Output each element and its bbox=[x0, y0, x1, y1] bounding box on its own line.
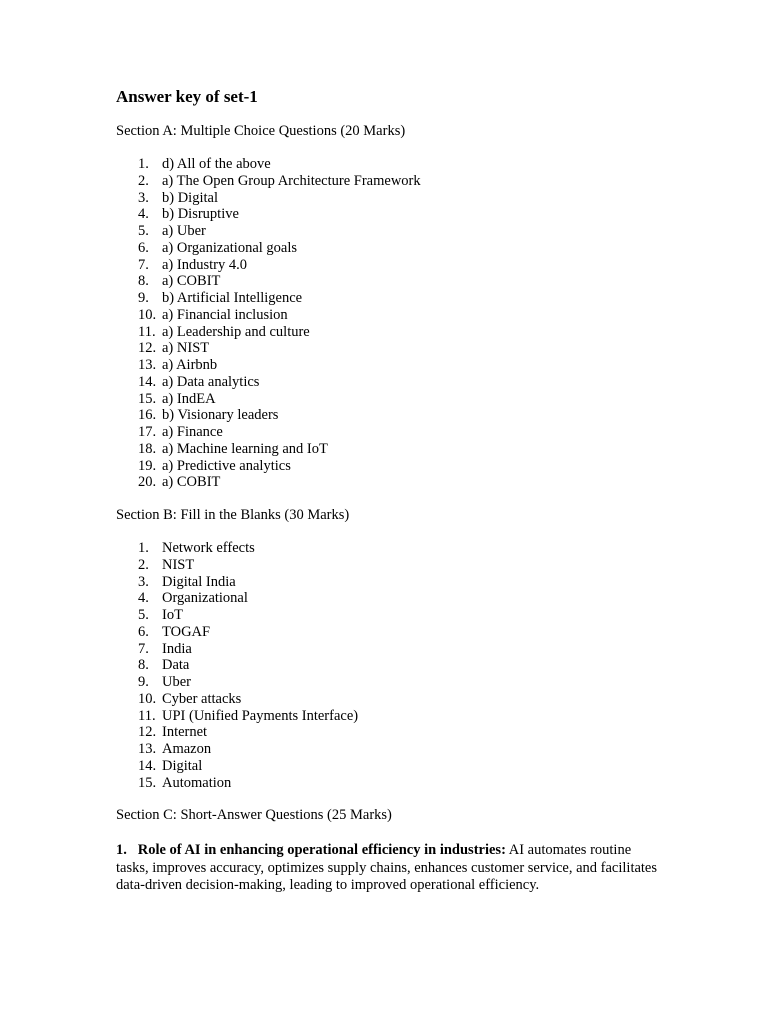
answer-item bbox=[116, 657, 666, 674]
answer-text: d) All of the above bbox=[162, 156, 271, 172]
answer-number: 9. bbox=[138, 290, 149, 306]
answer-number: 12. bbox=[138, 340, 157, 357]
answer-item bbox=[116, 156, 666, 173]
answer-number: 12. bbox=[138, 724, 157, 741]
answer-item bbox=[116, 607, 666, 624]
answer-item bbox=[116, 474, 666, 491]
answer-number: 10. bbox=[138, 306, 157, 323]
answer-text: Organizational bbox=[162, 590, 248, 607]
answer-text: TOGAF bbox=[162, 623, 211, 640]
answer-number: 4. bbox=[138, 590, 149, 607]
answer-number: 14. bbox=[138, 757, 157, 774]
answer-text: a) NIST bbox=[162, 340, 210, 357]
answer-item bbox=[116, 724, 666, 741]
answer-item bbox=[116, 173, 666, 190]
answer-item bbox=[116, 674, 666, 691]
answer-text: a) COBIT bbox=[162, 273, 221, 290]
answer-item bbox=[116, 223, 666, 240]
answer-item bbox=[116, 758, 666, 775]
answer-text: Cyber attacks bbox=[162, 690, 242, 707]
answer-text: Amazon bbox=[162, 741, 212, 757]
answer-text: Digital bbox=[162, 757, 203, 774]
answer-number: 13. bbox=[138, 357, 157, 373]
section-c-heading: Section C: Short-Answer Questions (25 Marks) bbox=[116, 807, 392, 824]
answer-text: a) Industry 4.0 bbox=[162, 256, 247, 273]
answer-item bbox=[116, 574, 666, 591]
answer-number: 9. bbox=[138, 674, 149, 690]
question-number: 1. bbox=[116, 842, 127, 859]
answer-text: Data bbox=[162, 657, 190, 674]
answer-number: 8. bbox=[138, 657, 149, 674]
answer-item bbox=[116, 775, 666, 792]
answer-text: Internet bbox=[162, 724, 208, 741]
answer-number: 1. bbox=[138, 540, 149, 556]
answer-number: 2. bbox=[138, 172, 149, 189]
section-a-answer-list bbox=[116, 156, 666, 491]
answer-item bbox=[116, 324, 666, 341]
answer-item bbox=[116, 407, 666, 424]
answer-item bbox=[116, 691, 666, 708]
short-answer-question bbox=[116, 842, 666, 895]
document-page bbox=[116, 86, 666, 895]
answer-text: a) Financial inclusion bbox=[162, 306, 288, 323]
answer-number: 13. bbox=[138, 741, 157, 757]
answer-text: a) Uber bbox=[162, 223, 206, 239]
answer-text: Digital India bbox=[162, 573, 236, 590]
answer-number: 3. bbox=[138, 573, 149, 590]
answer-item bbox=[116, 441, 666, 458]
section-b-answer-list bbox=[116, 540, 666, 791]
answer-item bbox=[116, 424, 666, 441]
answer-text: a) Finance bbox=[162, 424, 223, 440]
section-b-heading: Section B: Fill in the Blanks (30 Marks) bbox=[116, 507, 350, 523]
answer-text: a) Organizational goals bbox=[162, 239, 298, 256]
answer-number: 10. bbox=[138, 690, 157, 707]
answer-number: 11. bbox=[138, 707, 156, 724]
answer-number: 8. bbox=[138, 273, 149, 290]
answer-item bbox=[116, 357, 666, 374]
answer-number: 1. bbox=[138, 156, 149, 172]
answer-item bbox=[116, 290, 666, 307]
section-a-heading: Section A: Multiple Choice Questions (20 Marks) bbox=[116, 123, 406, 139]
answer-item bbox=[116, 273, 666, 290]
answer-item bbox=[116, 307, 666, 324]
answer-text: Automation bbox=[162, 774, 232, 791]
answer-number: 4. bbox=[138, 206, 149, 223]
answer-number: 15. bbox=[138, 774, 157, 791]
answer-text: India bbox=[162, 640, 192, 657]
answer-number: 6. bbox=[138, 239, 149, 256]
answer-item bbox=[116, 257, 666, 274]
answer-number: 2. bbox=[138, 556, 149, 573]
answer-text: a) Leadership and culture bbox=[162, 323, 310, 340]
answer-text: Uber bbox=[162, 674, 191, 690]
question-lead: Role of AI in enhancing operational efficiency in industries: bbox=[137, 842, 506, 859]
answer-item bbox=[116, 391, 666, 408]
document-title: Answer key of set-1 bbox=[116, 87, 258, 106]
answer-text: b) Visionary leaders bbox=[162, 407, 279, 424]
answer-item bbox=[116, 557, 666, 574]
answer-text: a) Machine learning and IoT bbox=[162, 440, 328, 457]
answer-text: a) Predictive analytics bbox=[162, 457, 291, 474]
answer-number: 20. bbox=[138, 474, 157, 491]
answer-number: 6. bbox=[138, 623, 149, 640]
answer-text: b) Disruptive bbox=[162, 206, 239, 223]
answer-text: a) Data analytics bbox=[162, 373, 260, 390]
answer-number: 19. bbox=[138, 457, 157, 474]
answer-number: 5. bbox=[138, 607, 149, 623]
answer-text: NIST bbox=[162, 556, 195, 573]
answer-number: 15. bbox=[138, 390, 157, 407]
answer-text: a) The Open Group Architecture Framework bbox=[162, 172, 421, 189]
answer-text: UPI (Unified Payments Interface) bbox=[162, 707, 359, 724]
answer-item bbox=[116, 458, 666, 475]
answer-text: b) Digital bbox=[162, 189, 218, 206]
answer-text: IoT bbox=[162, 607, 183, 623]
answer-number: 7. bbox=[138, 640, 149, 657]
answer-item bbox=[116, 624, 666, 641]
answer-item bbox=[116, 340, 666, 357]
answer-item bbox=[116, 590, 666, 607]
answer-number: 7. bbox=[138, 256, 149, 273]
answer-text: a) IndEA bbox=[162, 390, 216, 407]
answer-item bbox=[116, 540, 666, 557]
question-answer-text: AI automates routine tasks, improves accuracy, optimizes supply chains, enhances customer service, and facilitates data-driven decision-making, leading to improved operational efficiency. bbox=[116, 842, 658, 894]
answer-number: 3. bbox=[138, 189, 149, 206]
answer-number: 18. bbox=[138, 440, 157, 457]
answer-text: a) Airbnb bbox=[162, 357, 218, 373]
answer-text: Network effects bbox=[162, 540, 255, 556]
answer-item bbox=[116, 641, 666, 658]
answer-item bbox=[116, 190, 666, 207]
answer-item bbox=[116, 206, 666, 223]
answer-text: b) Artificial Intelligence bbox=[162, 290, 303, 306]
answer-item bbox=[116, 708, 666, 725]
answer-item bbox=[116, 741, 666, 758]
answer-number: 17. bbox=[138, 424, 157, 440]
answer-text: a) COBIT bbox=[162, 474, 221, 491]
answer-number: 5. bbox=[138, 223, 149, 239]
answer-number: 14. bbox=[138, 373, 157, 390]
answer-item bbox=[116, 374, 666, 391]
answer-number: 16. bbox=[138, 407, 157, 424]
answer-item bbox=[116, 240, 666, 257]
answer-number: 11. bbox=[138, 323, 156, 340]
